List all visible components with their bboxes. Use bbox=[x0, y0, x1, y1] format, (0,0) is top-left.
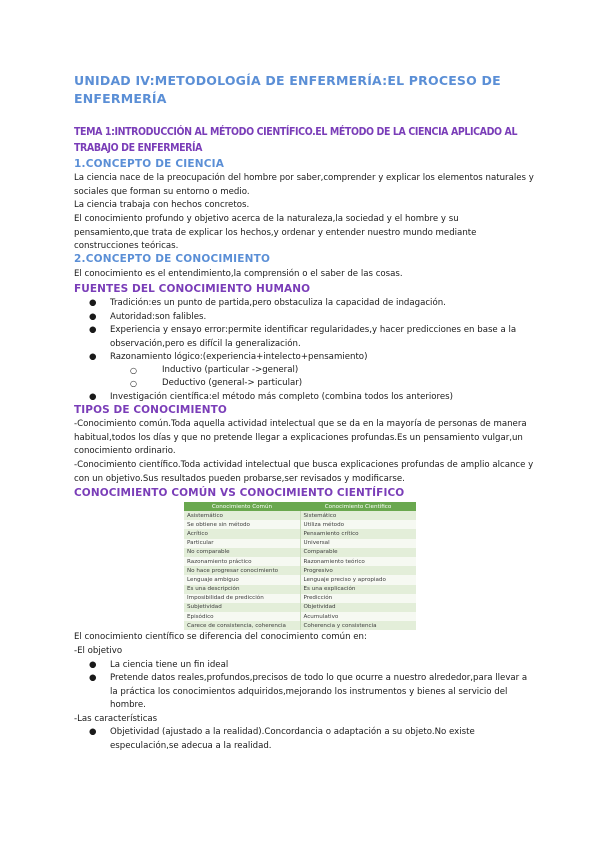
heading-comparison: CONOCIMIENTO COMÚN VS CONOCIMIENTO CIENTÍFICO bbox=[74, 487, 405, 499]
table-cell: Acumulativo bbox=[300, 612, 416, 621]
table-cell: Se obtiene sin método bbox=[184, 520, 300, 529]
table-cell: No hace progresar conocimiento bbox=[184, 566, 300, 575]
table-cell: Universal bbox=[300, 539, 416, 548]
bullet-icon: ● bbox=[89, 352, 97, 362]
table-row bbox=[184, 557, 416, 566]
label-caracteristicas: -Las características bbox=[74, 714, 158, 724]
bullet-text: Investigación científica:el método más completo (combina todos los anteriores) bbox=[110, 392, 453, 402]
heading-concepto-ciencia: 1.CONCEPTO DE CIENCIA bbox=[74, 158, 225, 170]
table-row bbox=[184, 566, 416, 575]
table-cell: Coherencia y consistencia bbox=[300, 621, 416, 630]
table-header-comun: Conocimiento Común bbox=[184, 502, 300, 511]
table-cell: Es una descripción bbox=[184, 585, 300, 594]
table-cell: Progresivo bbox=[300, 566, 416, 575]
table-cell: Comparable bbox=[300, 548, 416, 557]
bullet-text: Tradición:es un punto de partida,pero obstaculiza la capacidad de indagación. bbox=[110, 298, 446, 308]
table-row bbox=[184, 529, 416, 538]
table-cell: Objetividad bbox=[300, 603, 416, 612]
paragraph-diferencia: El conocimiento científico se diferencia del conocimiento común en: bbox=[74, 632, 367, 642]
table-cell: Predicción bbox=[300, 594, 416, 603]
unit-title: UNIDAD IV:METODOLOGÍA DE ENFERMERÍA:EL PROCESO DE ENFERMERÍA bbox=[74, 73, 501, 106]
label-objetivo: -El objetivo bbox=[74, 646, 123, 656]
paragraph-ciencia-2: La ciencia trabaja con hechos concretos. bbox=[74, 200, 250, 210]
table-cell: Sistemático bbox=[300, 511, 416, 520]
paragraph-cientifico: -Conocimiento científico.Toda actividad intelectual que busca explicaciones profundas de amplio alcance y con un objetivo.Sus resultados pueden probarse,ser revisados y modificarse. bbox=[74, 460, 534, 484]
table-cell: Acrítico bbox=[184, 529, 300, 538]
table-cell: Lenguaje preciso y apropiado bbox=[300, 575, 416, 584]
table-row bbox=[184, 585, 416, 594]
tema-title: TEMA 1:INTRODUCCIÓN AL MÉTODO CIENTÍFICO.EL MÉTODO DE LA CIENCIA APLICADO AL TRABAJO DE ENFERMERÍA bbox=[74, 126, 518, 154]
sub-bullet-icon: ○ bbox=[130, 379, 137, 388]
table-header-row bbox=[184, 502, 416, 511]
sub-bullet-text: Deductivo (general-> particular) bbox=[162, 378, 303, 388]
table-header-cientifico: Conocimiento Científico bbox=[300, 502, 416, 511]
table-row bbox=[184, 548, 416, 557]
bullet-text: Pretende datos reales,profundos,precisos de todo lo que ocurre a nuestro alrededor,para llevar a la práctica los conocimientos adquiridos,mejorando los instrumentos y bienes al servicio del hombre. bbox=[110, 673, 528, 711]
paragraph-comun: -Conocimiento común.Toda aquella actividad intelectual que se da en la mayoría de personas de manera habitual,todos los días y que no pretende llegar a explicaciones profundas.Es un pensamiento vulgar,un conocimiento ordinario. bbox=[74, 419, 527, 457]
table-cell: Utiliza método bbox=[300, 520, 416, 529]
table-cell: Lenguaje ambiguo bbox=[184, 575, 300, 584]
table-cell: Pensamiento crítico bbox=[300, 529, 416, 538]
table-cell: Asistemático bbox=[184, 511, 300, 520]
table-row bbox=[184, 603, 416, 612]
paragraph-ciencia-1: La ciencia nace de la preocupación del hombre por saber,comprender y explicar los elementos naturales y sociales que forman su entorno o medio. bbox=[74, 173, 534, 197]
table-cell: Imposibilidad de predicción bbox=[184, 594, 300, 603]
bullet-icon: ● bbox=[89, 392, 97, 402]
table-cell: Es una explicación bbox=[300, 585, 416, 594]
heading-concepto-conocimiento: 2.CONCEPTO DE CONOCIMIENTO bbox=[74, 253, 271, 265]
bullet-text: Autoridad:son falibles. bbox=[110, 312, 207, 322]
table-row bbox=[184, 594, 416, 603]
bullet-text: La ciencia tiene un fin ideal bbox=[110, 660, 229, 670]
bullet-icon: ● bbox=[89, 298, 97, 308]
paragraph-ciencia-3: El conocimiento profundo y objetivo acerca de la naturaleza,la sociedad y el hombre y su pensamiento,que trata de explicar los hechos,y ordenar y entender nuestro mundo mediante construcciones teóricas. bbox=[74, 214, 477, 252]
bullet-icon: ● bbox=[89, 660, 97, 670]
table-cell: Episódico bbox=[184, 612, 300, 621]
bullet-icon: ● bbox=[89, 325, 97, 335]
bullet-text: Razonamiento lógico:(experiencia+intelecto+pensamiento) bbox=[110, 352, 368, 362]
bullet-text: Objetividad (ajustado a la realidad).Concordancia o adaptación a su objeto.No existe especulación,se adecua a la realidad. bbox=[110, 727, 475, 751]
comparison-table bbox=[184, 502, 416, 630]
table-cell: Subjetividad bbox=[184, 603, 300, 612]
table-cell: No comparable bbox=[184, 548, 300, 557]
sub-bullet-text: Inductivo (particular ->general) bbox=[162, 365, 299, 375]
paragraph-conocimiento: El conocimiento es el entendimiento,la comprensión o el saber de las cosas. bbox=[74, 269, 403, 279]
table-row bbox=[184, 612, 416, 621]
table-row bbox=[184, 621, 416, 630]
table-row bbox=[184, 520, 416, 529]
table-row bbox=[184, 539, 416, 548]
table-row bbox=[184, 575, 416, 584]
bullet-text: Experiencia y ensayo error:permite identificar regularidades,y hacer predicciones en base a la observación,pero es difícil la generalización. bbox=[110, 325, 517, 349]
table-cell: Carece de consistencia, coherencia bbox=[184, 621, 300, 630]
bullet-icon: ● bbox=[89, 673, 97, 683]
table-row bbox=[184, 511, 416, 520]
table-cell: Razonamiento práctico bbox=[184, 557, 300, 566]
table-cell: Razonamiento teórico bbox=[300, 557, 416, 566]
table-cell: Particular bbox=[184, 539, 300, 548]
bullet-icon: ● bbox=[89, 727, 97, 737]
bullet-icon: ● bbox=[89, 312, 97, 322]
heading-fuentes: FUENTES DEL CONOCIMIENTO HUMANO bbox=[74, 283, 311, 295]
heading-tipos: TIPOS DE CONOCIMIENTO bbox=[74, 404, 227, 416]
sub-bullet-icon: ○ bbox=[130, 366, 137, 375]
